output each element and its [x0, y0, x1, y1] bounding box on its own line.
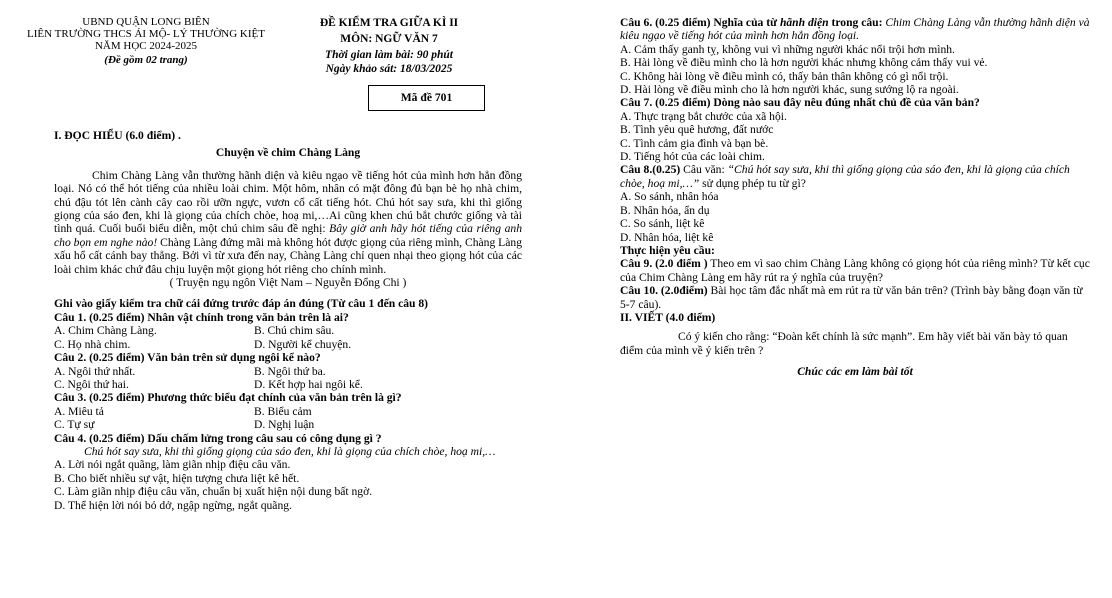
question-3-title: Câu 3. (0.25 điểm) Phương thức biểu đạt chính của văn bản trên là gì? — [54, 391, 402, 405]
question-1-options-2 — [54, 338, 522, 351]
option: D. Hài lòng về điều mình cho là hơn người khác, sung sướng lộ ra ngoài. — [620, 83, 959, 97]
story-paragraph-2: Chàng Làng đứng mãi mà không hót được giọng của riêng mình, Chàng Làng xấu hổ cất cánh bay thẳng. Bởi vì từ xưa đến nay, Chàng Làng chỉ quen nhại theo giọng hót của các loài chim khác chứ đâu chịu luyện một giọng hót riêng cho chính mình. — [54, 235, 523, 276]
option: B. Ngôi thứ ba. — [254, 364, 326, 378]
option: B. Nhân hóa, ẩn dụ — [620, 203, 710, 217]
option: A. Lời nói ngắt quãng, làm giãn nhịp điệu câu văn. — [54, 458, 291, 472]
question-8-tail: sử dụng phép tu từ gì? — [702, 176, 806, 190]
option: D. Nhân hóa, liệt kê — [620, 230, 714, 244]
question-6-label-2: trong câu: — [831, 16, 883, 29]
dept-name: UBND QUẬN LONG BIÊN — [82, 16, 210, 28]
option: B. Hài lòng về điều mình cho là hơn người khác nhưng không cảm thấy vui vẻ. — [620, 56, 988, 70]
option: C. Tự sự — [54, 418, 95, 432]
option: C. Ngôi thứ hai. — [54, 377, 129, 391]
option: A. Thực trạng bắt chước của xã hội. — [620, 109, 787, 123]
exam-time: Thời gian làm bài: 90 phút — [325, 49, 453, 61]
question-3-options — [54, 405, 522, 418]
option: A. Ngôi thứ nhất. — [54, 364, 136, 378]
option: D. Thể hiện lời nói bỏ dở, ngập ngừng, ngắt quãng. — [54, 498, 292, 512]
option: C. Làm giãn nhịp điệu câu văn, chuẩn bị xuất hiện nội dung bất ngờ. — [54, 485, 373, 499]
question-6-keyword: hãnh diện — [779, 16, 829, 29]
question-1-title: Câu 1. (0.25 điểm) Nhân vật chính trong văn bản trên là ai? — [54, 310, 349, 324]
option: D. Kết hợp hai ngôi kể. — [254, 377, 363, 391]
exam-header — [296, 16, 482, 76]
page-count: (Đề gồm 02 trang) — [104, 54, 188, 66]
option: B. Tình yêu quê hương, đất nước — [620, 123, 774, 137]
question-7-title: Câu 7. (0.25 điểm) Dòng nào sau đây nêu đúng nhất chủ đề của văn bản? — [620, 96, 980, 110]
option: A. Chim Chàng Làng. — [54, 324, 157, 338]
writing-prompt: Có ý kiến cho rằng: “Đoàn kết chính là sức mạnh”. Em hãy viết bài văn bày tỏ quan điểm của mình về ý kiến trên ? — [620, 330, 1068, 357]
writing-heading: II. VIẾT (4.0 điểm) — [620, 310, 716, 324]
option: D. Người kể chuyện. — [254, 337, 352, 351]
option: C. Họ nhà chim. — [54, 337, 131, 351]
option: D. Tiếng hót của các loài chim. — [620, 150, 765, 164]
story-text — [54, 169, 522, 276]
question-3-options-2 — [54, 418, 522, 431]
option: C. Không hài lòng về điều mình có, thấy bản thân không có gì nổi trội. — [620, 69, 949, 83]
reading-heading: I. ĐỌC HIỂU (6.0 điểm) . — [54, 129, 181, 142]
story-paragraph-1: Chim Chàng Làng vẫn thường hãnh diện và kiêu ngạo về tiếng hót của mình hơn hẳn đồng loại. Nó có thể hót tiếng của nhiều loài chim. Một hôm, nhân có mặt đông đủ bạn bè họ nhà chim, chú đậu tót lên cành cây cao rồi ưỡn ngực, vươn cổ cất tiếng hót. Chú hót say sưa, khi thì giống giọng của sáo đen, khi là giọng của chích chòe, hoạ mi,…Ai cũng khen chú bắt chước giống và tài tình quá. Cuối buổi biểu diễn, một chú chim sâu đề nghị: — [54, 168, 522, 236]
question-10-label: Câu 10. (2.0điểm) — [620, 284, 708, 298]
question-8-plain: Câu văn: — [683, 163, 725, 177]
right-column — [620, 16, 1090, 379]
left-column — [54, 129, 522, 512]
question-10-text: Bài học tâm đắc nhất mà em rút ra từ văn bản trên? (Trình bày bằng đoạn văn từ 5-7 câu). — [620, 284, 1083, 311]
option: A. So sánh, nhân hóa — [620, 190, 719, 204]
story-source: ( Truyện ngụ ngôn Việt Nam – Nguyễn Đổng Chi ) — [169, 276, 407, 290]
option: D. Nghị luận — [254, 418, 315, 432]
question-4-title: Câu 4. (0.25 điểm) Dấu chấm lửng trong câu sau có công dụng gì ? — [54, 431, 382, 445]
option: B. Cho biết nhiều sự vật, hiện tượng chưa liệt kê hết. — [54, 471, 300, 485]
school-name: LIÊN TRƯỜNG THCS ÁI MỘ- LÝ THƯỜNG KIỆT — [27, 28, 265, 40]
question-1-options — [54, 324, 522, 337]
question-9 — [620, 257, 1090, 284]
question-2-options-2 — [54, 378, 522, 391]
question-6-label: Câu 6. (0.25 điểm) Nghĩa của từ — [620, 16, 778, 29]
school-year: NĂM HỌC 2024-2025 — [94, 40, 198, 52]
question-6-title — [620, 16, 1090, 43]
question-6-quote: Chim Chàng Làng vẫn thường hãnh diện và kiêu ngạo về tiếng hót của mình hơn hẳn đồng loại. — [620, 16, 1090, 43]
option: A. Cảm thấy ganh tỵ, không vui vì những người khác nổi trội hơn mình. — [620, 42, 955, 56]
question-9-label: Câu 9. (2.0 điểm ) — [620, 257, 708, 271]
exam-title: ĐỀ KIỂM TRA GIỮA KÌ II — [319, 17, 459, 29]
exam-code-box: Mã đề 701 — [368, 85, 485, 111]
option: B. Chú chim sâu. — [254, 324, 335, 338]
option: C. Tình cảm gia đình và bạn bè. — [620, 136, 769, 150]
option: A. Miêu tả — [54, 404, 104, 418]
exam-date: Ngày khảo sát: 18/03/2025 — [325, 63, 453, 75]
question-4-quote: Chú hót say sưa, khi thì giống giọng của sáo đen, khi là giọng của chích chòe, hoạ mi,… — [84, 444, 496, 458]
closing-note: Chúc các em làm bài tốt — [797, 365, 913, 379]
instruction: Ghi vào giấy kiểm tra chữ cái đứng trước đáp án đúng (Từ câu 1 đến câu 8) — [54, 297, 429, 311]
option: C. So sánh, liệt kê — [620, 217, 705, 231]
question-8-quote: “Chú hót say sưa, khi thì giống giọng của sáo đen, khi là giọng của chích chòe, hoạ mi,…” — [620, 163, 1070, 190]
question-8-label: Câu 8.(0.25) — [620, 163, 681, 177]
option: B. Biểu cảm — [254, 404, 312, 418]
question-2-title: Câu 2. (0.25 điểm) Văn bản trên sử dụng ngôi kể nào? — [54, 351, 321, 365]
story-title: Chuyện về chim Chàng Làng — [215, 146, 361, 160]
question-9-text: Theo em vì sao chim Chàng Làng không có giọng hót của riêng mình? Từ kết cục của Chim Chàng Làng em hãy rút ra ý nghĩa của truyện? — [620, 257, 1090, 284]
question-2-options — [54, 365, 522, 378]
question-10 — [620, 284, 1090, 311]
exam-subject: MÔN: NGỮ VĂN 7 — [340, 33, 438, 45]
school-header — [18, 16, 274, 66]
question-8-title — [620, 163, 1090, 190]
practice-heading: Thực hiện yêu cầu: — [620, 243, 715, 257]
story-quote: Bây giờ anh hãy hót tiếng của riêng anh cho bọn em nghe nào! — [54, 222, 522, 249]
